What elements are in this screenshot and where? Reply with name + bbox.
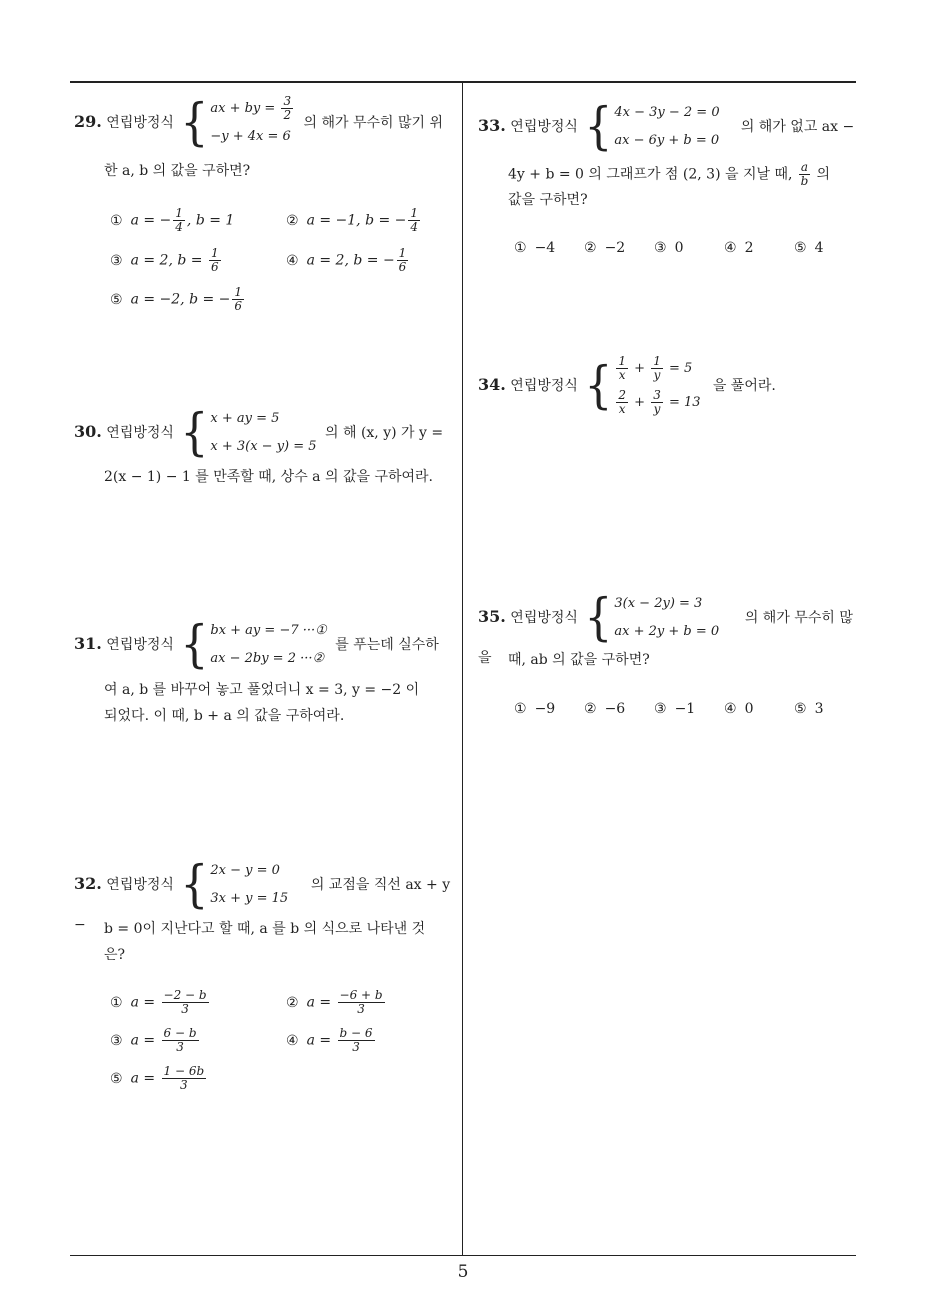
equation-2: −y + 4x = 6 bbox=[210, 129, 291, 144]
choice-5[interactable]: ⑤ a = −2, b = − $\frac{1}{6}$ bbox=[110, 285, 243, 313]
equation-system bbox=[180, 857, 302, 913]
question-text-cont: 2(x − 1) − 1 를 만족할 때, 상수 a 의 값을 구하여라. bbox=[104, 469, 433, 485]
question-text-cont: 때, ab 의 값을 구하면? bbox=[508, 652, 650, 668]
question-number: 32. bbox=[74, 874, 102, 893]
question-number: 35. bbox=[478, 607, 506, 626]
equation-1: 4x − 3y − 2 = 0 bbox=[614, 105, 720, 120]
equation-1: 3(x − 2y) = 3 bbox=[614, 596, 703, 611]
choice-4[interactable]: ④ a = 2, b = − $\frac{1}{6}$ bbox=[286, 246, 407, 274]
brace: { bbox=[180, 403, 209, 462]
bottom-rule bbox=[70, 1255, 856, 1256]
question-text: 의 교점을 직선 ax + y − bbox=[74, 877, 451, 933]
choice-4[interactable]: ④ a = $\frac{b - 6}{3}$ bbox=[286, 1026, 373, 1054]
question-label: 연립방정식 bbox=[510, 119, 578, 135]
equation-1: bx + ay = −7 ···① bbox=[210, 623, 327, 638]
choice-1[interactable]: ① −9 bbox=[514, 701, 556, 717]
brace: { bbox=[584, 356, 613, 415]
question-text: 의 해가 무수히 많을 bbox=[478, 610, 853, 666]
equation-system bbox=[180, 405, 316, 461]
equation-1: $\frac{1}{x}$ + $\frac{1}{y}$ = 5 bbox=[618, 354, 693, 382]
choice-4[interactable]: ④ 0 bbox=[724, 701, 754, 717]
question-text: 의 해가 없고 ax − bbox=[740, 119, 855, 135]
brace: { bbox=[180, 855, 209, 914]
brace: { bbox=[180, 93, 209, 152]
equation-system bbox=[180, 617, 326, 673]
question-label: 연립방정식 bbox=[106, 877, 174, 893]
brace: { bbox=[180, 615, 209, 674]
choice-1[interactable]: ① −4 bbox=[514, 240, 556, 256]
brace: { bbox=[584, 97, 613, 156]
question-number: 34. bbox=[478, 375, 506, 394]
question-number: 33. bbox=[478, 116, 506, 135]
question-text: 를 푸는데 실수하 bbox=[335, 637, 439, 653]
question-number: 29. bbox=[74, 112, 102, 131]
equation-system bbox=[180, 95, 295, 151]
question-label: 연립방정식 bbox=[510, 610, 578, 626]
choice-5[interactable]: ⑤ 4 bbox=[794, 240, 824, 256]
equation-2: ax − 2by = 2 ···② bbox=[210, 651, 325, 666]
choice-4[interactable]: ④ 2 bbox=[724, 240, 754, 256]
question-number: 30. bbox=[74, 422, 102, 441]
question-text-cont: 되었다. 이 때, b + a 의 값을 구하여라. bbox=[104, 708, 345, 724]
equation-2: ax + 2y + b = 0 bbox=[614, 624, 720, 639]
equation-2: 3x + y = 15 bbox=[210, 891, 289, 906]
equation-1: x + ay = 5 bbox=[210, 411, 280, 426]
column-divider bbox=[462, 82, 463, 1255]
equation-2: ax − 6y + b = 0 bbox=[614, 133, 720, 148]
choice-1[interactable]: ① a = $\frac{-2 - b}{3}$ bbox=[110, 988, 207, 1016]
question-text: 의 해 (x, y) 가 y = bbox=[325, 425, 444, 441]
choice-3[interactable]: ③ a = 2, b = $\frac{1}{6}$ bbox=[110, 246, 219, 274]
choice-2[interactable]: ② −2 bbox=[584, 240, 626, 256]
equation-2: $\frac{2}{x}$ + $\frac{3}{y}$ = 13 bbox=[618, 388, 701, 416]
question-34 bbox=[478, 352, 863, 420]
choice-2[interactable]: ② a = −1, b = − $\frac{1}{4}$ bbox=[286, 206, 419, 234]
question-31 bbox=[74, 617, 459, 673]
choice-5[interactable]: ⑤ 3 bbox=[794, 701, 824, 717]
question-label: 연립방정식 bbox=[106, 115, 174, 131]
question-30 bbox=[74, 405, 459, 461]
choice-3[interactable]: ③ 0 bbox=[654, 240, 684, 256]
question-text-cont: 한 a, b 의 값을 구하면? bbox=[104, 163, 251, 179]
question-text-cont: 은? bbox=[104, 947, 126, 963]
choice-3[interactable]: ③ −1 bbox=[654, 701, 696, 717]
question-label: 연립방정식 bbox=[510, 378, 578, 394]
brace: { bbox=[584, 588, 613, 647]
choice-3[interactable]: ③ a = $\frac{6 - b}{3}$ bbox=[110, 1026, 197, 1054]
question-29 bbox=[74, 95, 459, 151]
equation-system bbox=[584, 590, 736, 646]
question-text: 을 풀어라. bbox=[712, 378, 776, 394]
page-number: 5 bbox=[457, 1262, 469, 1282]
equation-system bbox=[584, 352, 704, 420]
question-text-cont: 여 a, b 를 바꾸어 놓고 풀었더니 x = 3, y = −2 이 bbox=[104, 682, 420, 698]
question-text-cont: b = 0이 지난다고 할 때, a 를 b 의 식으로 나타낸 것 bbox=[104, 921, 426, 937]
question-text: 의 해가 무수히 많기 위 bbox=[303, 115, 444, 131]
equation-2: x + 3(x − y) = 5 bbox=[210, 439, 317, 454]
choice-5[interactable]: ⑤ a = $\frac{1 - 6b}{3}$ bbox=[110, 1064, 205, 1092]
choice-2[interactable]: ② −6 bbox=[584, 701, 626, 717]
choice-2[interactable]: ② a = $\frac{-6 + b}{3}$ bbox=[286, 988, 383, 1016]
question-label: 연립방정식 bbox=[106, 425, 174, 441]
question-label: 연립방정식 bbox=[106, 637, 174, 653]
equation-1: ax + by = $\frac{3}{2}$ bbox=[210, 94, 292, 122]
equation-system bbox=[584, 99, 732, 155]
question-33 bbox=[478, 99, 863, 155]
question-text-cont: 4y + b = 0 의 그래프가 점 (2, 3) 을 지날 때, $\frac{a}{b}$ 의 bbox=[508, 160, 831, 188]
equation-1: 2x − y = 0 bbox=[210, 863, 280, 878]
choice-1[interactable]: ① a = − $\frac{1}{4}$ , b = 1 bbox=[110, 206, 235, 234]
question-number: 31. bbox=[74, 634, 102, 653]
top-rule bbox=[70, 81, 856, 83]
question-text-cont: 값을 구하면? bbox=[508, 192, 588, 208]
